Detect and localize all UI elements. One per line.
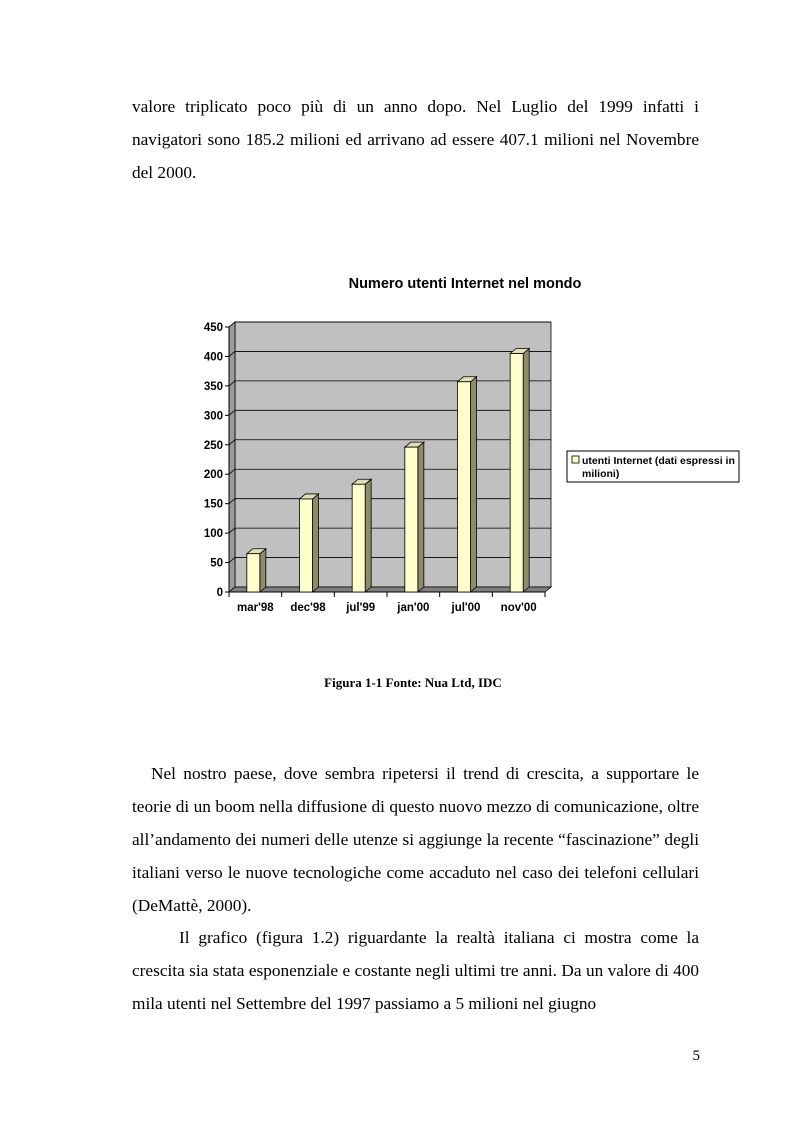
bar [405, 447, 418, 592]
bar-side [365, 479, 371, 592]
y-axis-ticks [204, 322, 229, 599]
legend-label-line-2: milioni) [582, 468, 620, 480]
x-tick-label: jul'99 [346, 602, 376, 614]
chart-title: Numero utenti Internet nel mondo [348, 276, 582, 292]
y-tick-label: 350 [203, 380, 223, 393]
page-number: 5 [692, 1048, 700, 1064]
legend [567, 451, 739, 482]
bar-side [418, 442, 424, 592]
x-tick-label: jan'00 [397, 602, 430, 614]
figure-caption: Figura 1-1 Fonte: Nua Ltd, IDC [324, 675, 502, 690]
paragraph-intro: valore triplicato poco più di un anno dopo. Nel Luglio del 1999 infatti i navigatori sono 185.2 milioni ed arrivano ad essere 407.1 milioni nel Novembre del 2000. [132, 97, 699, 182]
legend-label-line-1: utenti Internet (dati espressi in [582, 455, 735, 467]
bar [247, 554, 260, 592]
legend-swatch [572, 456, 579, 463]
paragraph-italy-chart: Il grafico (figura 1.2) riguardante la realtà italiana ci mostra come la crescita sia stata esponenziale e costante negli ultimi tre anni. Da un valore di 400 mila utenti nel Settembre del 1997 passiamo a 5 milioni nel giugno [132, 928, 699, 1013]
y-tick-label: 400 [203, 351, 223, 364]
bar-side [471, 377, 477, 592]
y-tick-label: 450 [203, 322, 223, 334]
y-tick-label: 50 [210, 557, 223, 570]
bar [300, 499, 313, 592]
bar-side [523, 349, 529, 593]
plot-back-wall [235, 322, 551, 587]
paragraph-italy-trend: Nel nostro paese, dove sembra ripetersi il trend di crescita, a supportare le teorie di un boom nella diffusione di questo nuovo mezzo di comunicazione, oltre all’andamento dei numeri delle utenze si aggiunge la recente “fascinazione” degli italiani verso le nuove tecnologiche come accaduto nel caso dei telefoni cellulari (DeMattè, 2000). [132, 764, 699, 915]
plot-floor [229, 587, 551, 592]
x-tick-label: nov'00 [500, 602, 537, 614]
y-tick-label: 300 [203, 410, 223, 423]
bar [510, 354, 523, 593]
x-tick-label: jul'00 [451, 602, 481, 614]
y-tick-label: 0 [216, 587, 223, 599]
bar-side [313, 494, 319, 592]
bar-side [260, 549, 266, 592]
bar [458, 382, 471, 592]
y-tick-label: 100 [203, 528, 223, 541]
x-tick-label: dec'98 [290, 602, 326, 614]
y-tick-label: 200 [203, 469, 223, 482]
y-tick-label: 150 [203, 498, 223, 511]
y-tick-label: 250 [203, 439, 223, 452]
bar [352, 484, 365, 592]
x-tick-label: mar'98 [237, 602, 274, 614]
plot-side-wall [229, 322, 235, 592]
x-axis-ticks [229, 592, 545, 614]
